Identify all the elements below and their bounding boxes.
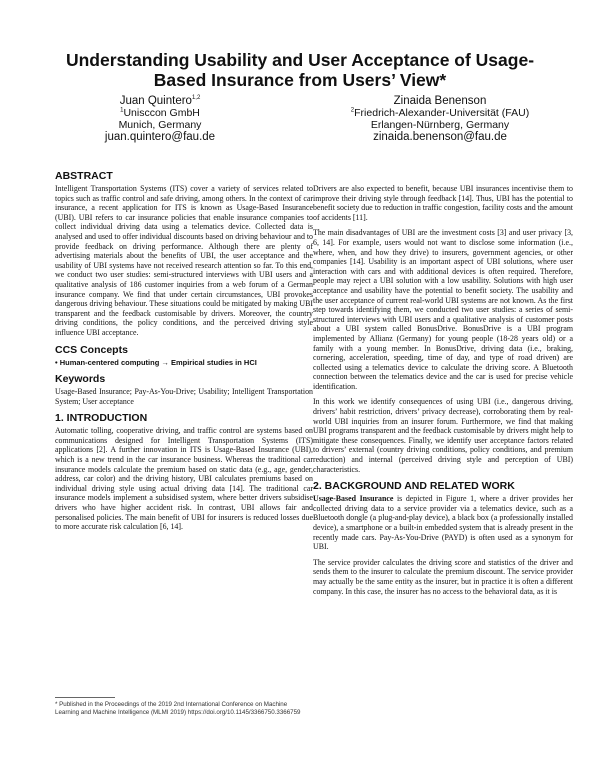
abstract-text: Intelligent Transportation Systems (ITS) cover a variety of services related to topics such as traffic control and safe driving, among others. In the context of car insurance, a recent application for ITS is known as Usage-Based Insurance (UBI). UBI refers to car insurance policies that enable insurance companies to collect individual driving data using a telematics device. Collected data is analysed and used to offer individual discounts based on driving behaviour and to provide feedback on driving performance. Although there are plenty of advertising materials about the benefits of UBI, the user acceptance and the usability of UBI systems have not received research attention so far. To this end, we conduct two user studies: semi-structured interviews with UBI users and a qualitative analysis of 186 customer inquiries from a web forum of a German insurance company. We find that under certain circumstances, UBI provokes dangerous driving behaviour. These situations could be mitigated by making UBI transparent and the feedback customisable by drivers. Moreover, the country driving conditions, the policy conditions, and the perceived driving style influence UBI acceptance. (55, 184, 313, 337)
paragraph: The service provider calculates the driving score and statistics of the driver and sends them to the insurer to calculate the premium discount. The service provider may actually be the same entity as the insurer, but in practice it is often a different company. In this case, the insurer has no access to the behavioral data, as it is (313, 557, 573, 596)
intro-text: Automatic tolling, cooperative driving, and traffic control are systems based on communications designed for Intelligent Transportation Systems (ITS) applications [2]. A further innovation in ITS is Usage-Based Insurance (UBI), which is a new trend in the car insurance business. Whereas the traditional car insurance models calculate the premium based on static data (e.g., age, gender, address, car color) and the driving history, UBI calculates premiums based on individual driving style using actual driving data [14]. The traditional car insurance models implement a subsidised system, where better drivers subsidise drivers who have higher accident risk. In contrast, UBI allows fair and personalised policies. The main benefit of UBI for insurers is reduced losses due to more accurate risk calculation [6, 14]. (55, 426, 313, 532)
author-name: Zinaida Benenson (393, 95, 487, 107)
paragraph (313, 494, 573, 552)
paragraph: The main disadvantages of UBI are the investment costs [3] and user privacy [3, 6, 14]. For example, users would not want to disclose some information (i.e., where, when, and how they drive) to insurers, government agencies, or other companies [14]. Usability is an important aspect of UBI solutions, where user interaction with cars and with additional devices is often required. Therefore, people may reject a UBI solution with a low usability. Solutions with high user acceptance and usability have the potential to benefit society. The usability and the user acceptance of current real-world UBI systems are not known. As the first step towards identifying them, we conducted two user studies: a series of semi-structured interviews with UBI users and a qualitative analysis of customer posts about a UBI system called BonusDrive. BonusDrive is a UBI program implemented by Allianz (Germany) for young people (18-28 years old) or a family with a young member. In BonusDrive, driving data (i.e., braking, cornering, acceleration, speeding, time of day, and type of road driven) are collected using a telematics device to calculate the driving score. A Bluetooth connection between the telematics device and the car is used for precise vehicle identification. (313, 228, 573, 391)
footnote: * Published in the Proceedings of the 2019 2nd International Conference on Machine Learning and Machine Intelligence (MLMI 2019) https://doi.org/10.1145/3366750.3366759 (55, 701, 301, 716)
keywords-heading: Keywords (55, 373, 106, 386)
paragraph: Drivers are also expected to benefit, because UBI insurances incentivise them to improve their driving style through feedback [14]. Thus, UBI has the potential to benefit society due to reduction in traffic congestion, facility costs and the amount of accidents [11]. (313, 184, 573, 222)
intro-heading: 1. INTRODUCTION (55, 412, 148, 425)
author-email: zinaida.benenson@fau.de (373, 131, 507, 143)
footnote-rule (55, 697, 115, 698)
ubi-lead: Usage-Based Insurance (313, 494, 394, 504)
right-column (313, 184, 573, 596)
ccs-heading: CCS Concepts (55, 343, 128, 356)
author-name: Juan Quintero (119, 95, 192, 107)
affiliation-marks: 1,2 (191, 95, 201, 102)
author-city: Munich, Germany (118, 118, 202, 131)
affiliation-mark: 1 (120, 107, 124, 114)
paper-title: Understanding Usability and User Acceptance of Usage-Based Insurance from Users’ View* (65, 50, 535, 90)
author-city: Erlangen-Nürnberg, Germany (370, 118, 510, 131)
paragraph: In this work we identify consequences of using UBI (i.e., dangerous driving, drivers’ habit restriction, drivers’ privacy decrease), corroborating them by real-world UBI inquiries from an insurer forum. Furthermore, we find that making UBI programs transparent and the feedback customisable by drivers might help to mitigate these consequences. Finally, we identify user acceptance factors related to drivers’ external (country driving conditions, policy conditions, and premium reduction) and internal (perceived driving style and perception of UBI) characteristics. (313, 397, 573, 474)
author-email: juan.quintero@fau.de (104, 131, 216, 143)
background-heading: 2. BACKGROUND AND RELATED WORK (313, 480, 515, 493)
affiliation-mark: 2 (350, 107, 355, 114)
author-block-1 (60, 95, 260, 144)
author-block-2 (320, 95, 560, 144)
ccs-text: • Human-centered computing → Empirical studies in HCI (55, 357, 257, 367)
keywords-text: Usage-Based Insurance; Pay-As-You-Drive; Usability; Intelligent Transportation System; User acceptance (55, 387, 313, 406)
left-column (55, 170, 313, 538)
abstract-heading: ABSTRACT (55, 170, 113, 182)
author-org: Unisccon GmbH (123, 107, 200, 119)
ubi-text: is depicted in Figure 1, where a driver provides her collected driving data to a service provider via a telematics device, such as a Bluetooth dongle (a plug-and-play device), a black box (a professionally installed device), a smartphone or a built-in embedded system that is already present in the recently made cars. Pay-As-You-Drive (PAYD) is often used as a synonym for UBI. (313, 494, 573, 552)
author-org: Friedrich-Alexander-Universität (FAU) (354, 107, 530, 119)
